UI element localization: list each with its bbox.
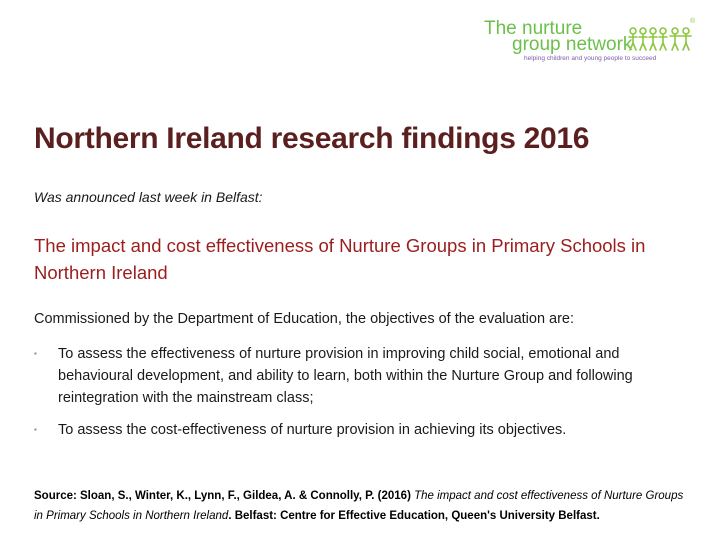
announcement-text: Was announced last week in Belfast: (34, 189, 263, 205)
objective-text: To assess the effectiveness of nurture provision in improving child social, emotional and behavioural development, and ability to learn, both within the Nurture Group and following reintegration with the mainstream class; (58, 346, 633, 406)
bullet-icon: ▪ (34, 349, 37, 358)
logo-tagline: helping children and young people to succeed (524, 55, 657, 62)
source-lead: Source: Sloan, S., Winter, K., Lynn, F., Gildea, A. & Connolly, P. (2016) (34, 490, 415, 502)
logo-line2: group network (512, 34, 633, 55)
bullet-icon: ▪ (34, 425, 37, 434)
slide-title: Northern Ireland research findings 2016 (34, 122, 590, 155)
nurture-group-network-logo (482, 16, 700, 66)
source-report-title: The impact and cost effectiveness of Nurture Groups in Primary Schools in Northern Ireland (34, 490, 684, 522)
list-item (34, 343, 694, 409)
logo-line1: The nurture (484, 18, 583, 39)
source-citation (34, 486, 694, 526)
objective-text: To assess the cost-effectiveness of nurture provision in achieving its objectives. (58, 422, 567, 438)
objectives-list (34, 343, 694, 441)
source-tail: . Belfast: Centre for Effective Education, Queen's University Belfast. (228, 510, 600, 522)
list-item (34, 419, 694, 441)
logo-graphic (482, 16, 700, 66)
trademark-symbol: ® (690, 18, 696, 25)
children-figures-icon (629, 28, 691, 50)
report-title: The impact and cost effectiveness of Nurture Groups in Primary Schools in Northern Ireland (34, 235, 646, 283)
intro-text: Commissioned by the Department of Education, the objectives of the evaluation are: (34, 311, 575, 327)
